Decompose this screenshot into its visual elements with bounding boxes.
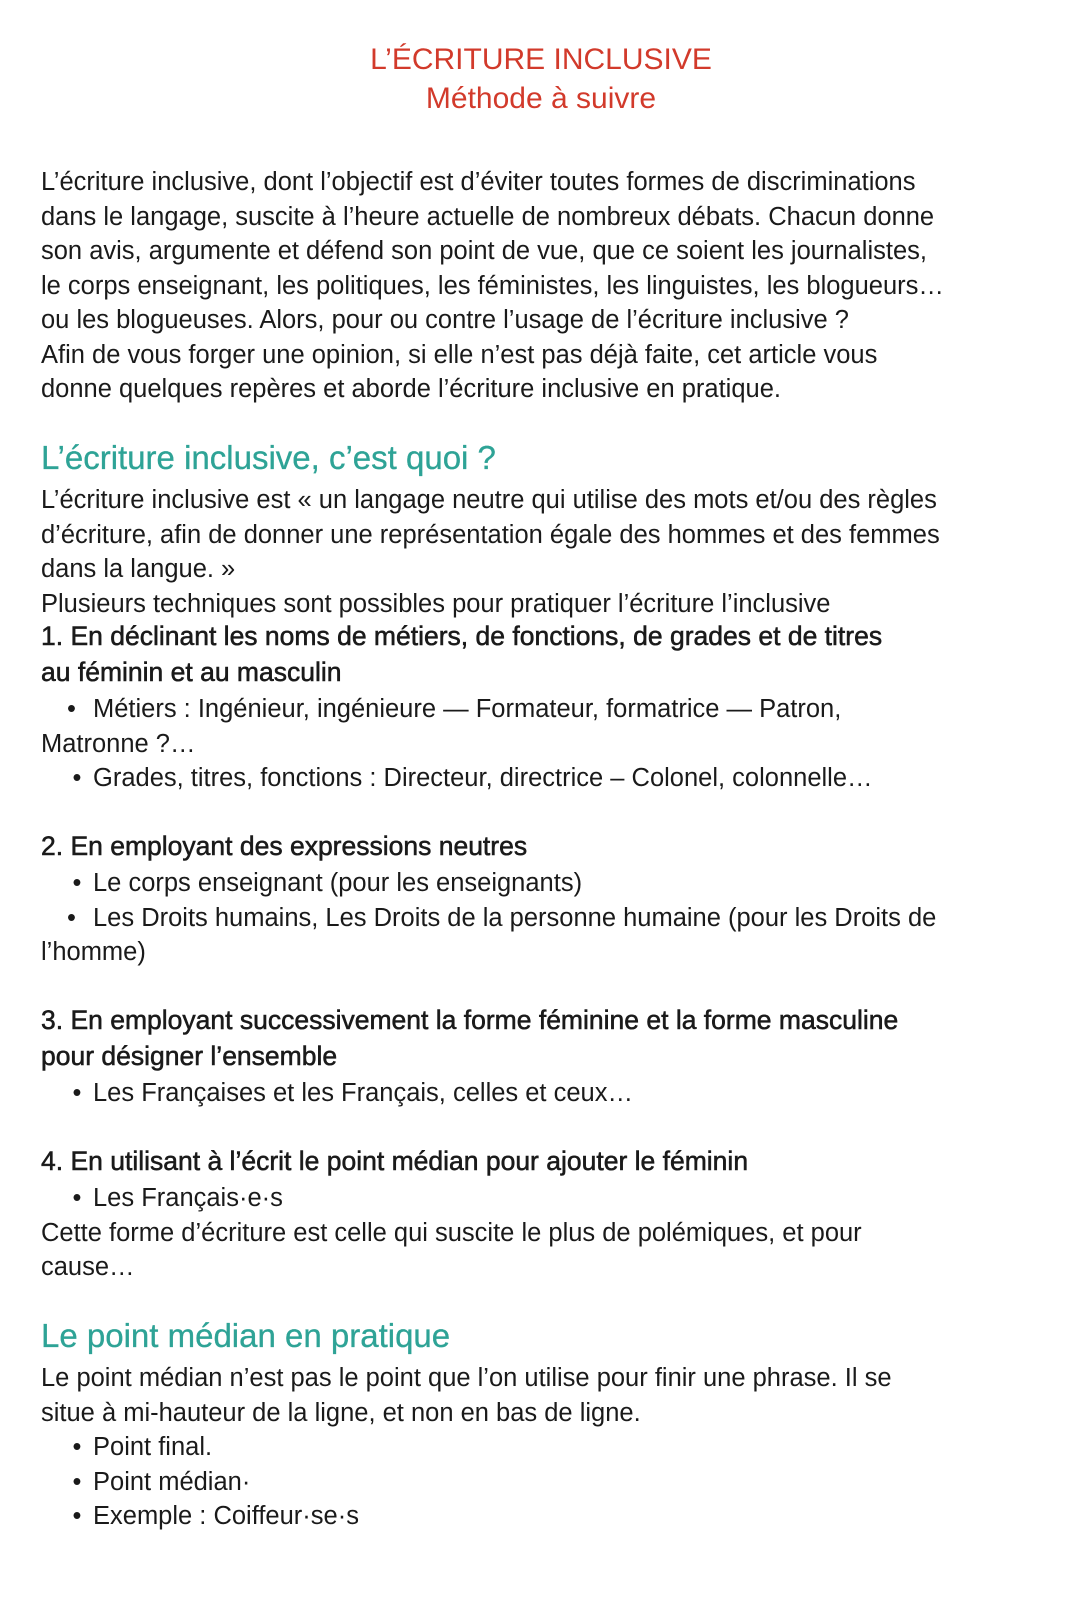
section-heading-point-median: Le point médian en pratique [41, 1317, 451, 1354]
list-item-text: Point médian· [93, 1467, 251, 1496]
technique-1-heading: au féminin et au masculin [41, 657, 342, 687]
techniques-intro: Plusieurs techniques sont possibles pour pratiquer l’écriture l’inclusive [41, 589, 831, 618]
bullet-icon: • [72, 1502, 82, 1530]
intro-line: le corps enseignant, les politiques, les féministes, les linguistes, les blogueurs… [41, 271, 944, 300]
list-item [41, 692, 1041, 727]
technique-3-heading: 3. En employant successivement la forme féminine et la forme masculine [41, 1005, 899, 1035]
bullet-icon: • [72, 1467, 82, 1496]
intro-line: dans le langage, suscite à l’heure actuelle de nombreux débats. Chacun donne [41, 202, 935, 231]
bullet-icon: • [72, 869, 82, 897]
bullet-icon: • [72, 1184, 82, 1212]
section-heading-what-is: L’écriture inclusive, c’est quoi ? [41, 439, 496, 476]
list-item-text: Métiers : Ingénieur, ingénieure — Formateur, formatrice — Patron, [93, 695, 842, 723]
bullet-icon: • [72, 1079, 82, 1107]
definition-line: dans la langue. » [41, 555, 236, 583]
intro-line: Afin de vous forger une opinion, si elle n’est pas déjà faite, cet article vous [41, 340, 878, 369]
technique-4-heading: 4. En utilisant à l’écrit le point médian pour ajouter le féminin [41, 1146, 749, 1176]
document-subtitle: Méthode à suivre [425, 82, 657, 115]
intro-line: son avis, argumente et défend son point de vue, que ce soient les journalistes, [41, 237, 927, 265]
list-item-continuation: l’homme) [41, 938, 146, 966]
intro-line: donne quelques repères et aborde l’écriture inclusive en pratique. [41, 375, 781, 403]
list-item-text: Le corps enseignant (pour les enseignants) [93, 869, 583, 897]
bullet-icon: • [72, 1433, 82, 1461]
list-item-continuation: Matronne ?… [41, 729, 196, 758]
list-item [41, 866, 1041, 901]
list-item-text: Grades, titres, fonctions : Directeur, directrice – Colonel, colonnelle… [93, 764, 873, 792]
list-item [41, 761, 1041, 796]
bullet-icon: • [72, 764, 82, 792]
list-item [41, 1076, 1041, 1111]
technique-4-note: Cette forme d’écriture est celle qui suscite le plus de polémiques, et pour [41, 1218, 862, 1247]
list-item-text: Les Françaises et les Français, celles et ceux… [93, 1079, 633, 1107]
definition-line: d’écriture, afin de donner une représentation égale des hommes et des femmes [41, 520, 940, 549]
bullet-icon: • [67, 903, 76, 932]
bullet-icon: • [67, 695, 76, 723]
intro-line: ou les blogueuses. Alors, pour ou contre l’usage de l’écriture inclusive ? [41, 306, 849, 334]
point-median-line: situe à mi-hauteur de la ligne, et non en bas de ligne. [41, 1398, 641, 1427]
list-item-text: Exemple : Coiffeur·se·s [93, 1502, 359, 1530]
list-item [41, 901, 1041, 936]
document-title: L’ÉCRITURE INCLUSIVE [370, 43, 712, 76]
list-item [41, 1465, 1041, 1500]
intro-line: L’écriture inclusive, dont l’objectif est d’éviter toutes formes de discriminations [41, 168, 916, 196]
technique-4-note: cause… [41, 1253, 135, 1281]
list-item-text: Point final. [93, 1433, 213, 1461]
definition-line: L’écriture inclusive est « un langage neutre qui utilise des mots et/ou des règles [41, 486, 937, 514]
technique-1-heading: 1. En déclinant les noms de métiers, de fonctions, de grades et de titres [41, 621, 883, 651]
list-item [41, 1430, 1041, 1465]
technique-2-heading: 2. En employant des expressions neutres [41, 831, 528, 861]
technique-3-heading: pour désigner l’ensemble [41, 1041, 338, 1071]
list-item-text: Les Français·e·s [93, 1184, 283, 1212]
list-item [41, 1181, 1041, 1216]
point-median-line: Le point médian n’est pas le point que l’on utilise pour finir une phrase. Il se [41, 1364, 892, 1392]
list-item [41, 1499, 1041, 1534]
list-item-text: Les Droits humains, Les Droits de la personne humaine (pour les Droits de [93, 903, 937, 932]
